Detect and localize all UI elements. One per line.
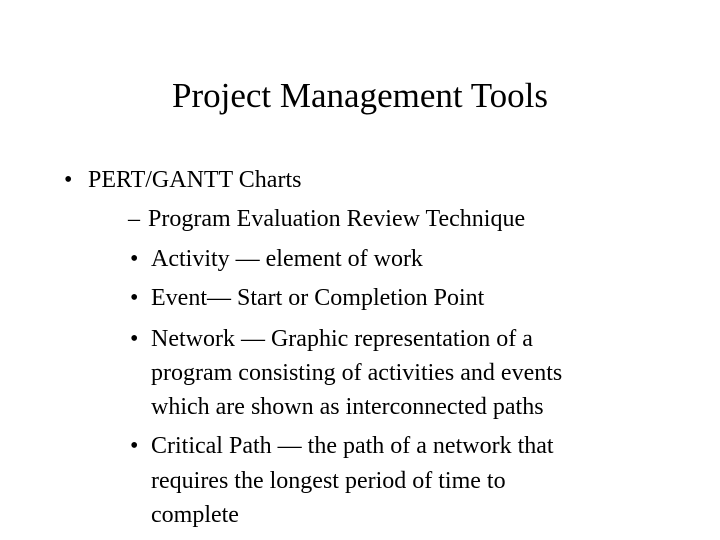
bullet-marker: •	[64, 167, 73, 193]
dash-marker: –	[128, 206, 140, 232]
item-critical-path-line-2: requires the longest period of time to	[151, 468, 506, 494]
bullet-marker: •	[130, 326, 139, 352]
sub-bullet-program-evaluation: Program Evaluation Review Technique	[148, 206, 526, 232]
item-critical-path-line-3: complete	[151, 502, 239, 528]
bullet-pert-gantt: PERT/GANTT Charts	[88, 167, 302, 193]
item-event: Event— Start or Completion Point	[151, 285, 485, 311]
item-activity: Activity — element of work	[151, 246, 423, 272]
bullet-marker: •	[130, 433, 139, 459]
item-network-line-2: program consisting of activities and events	[151, 360, 563, 386]
bullet-marker: •	[130, 285, 139, 311]
item-network-line-3: which are shown as interconnected paths	[151, 394, 544, 420]
item-critical-path-line-1: Critical Path — the path of a network that	[151, 433, 554, 459]
slide-title: Project Management Tools	[172, 76, 548, 115]
item-network-line-1: Network — Graphic representation of a	[151, 326, 533, 352]
bullet-marker: •	[130, 246, 139, 272]
